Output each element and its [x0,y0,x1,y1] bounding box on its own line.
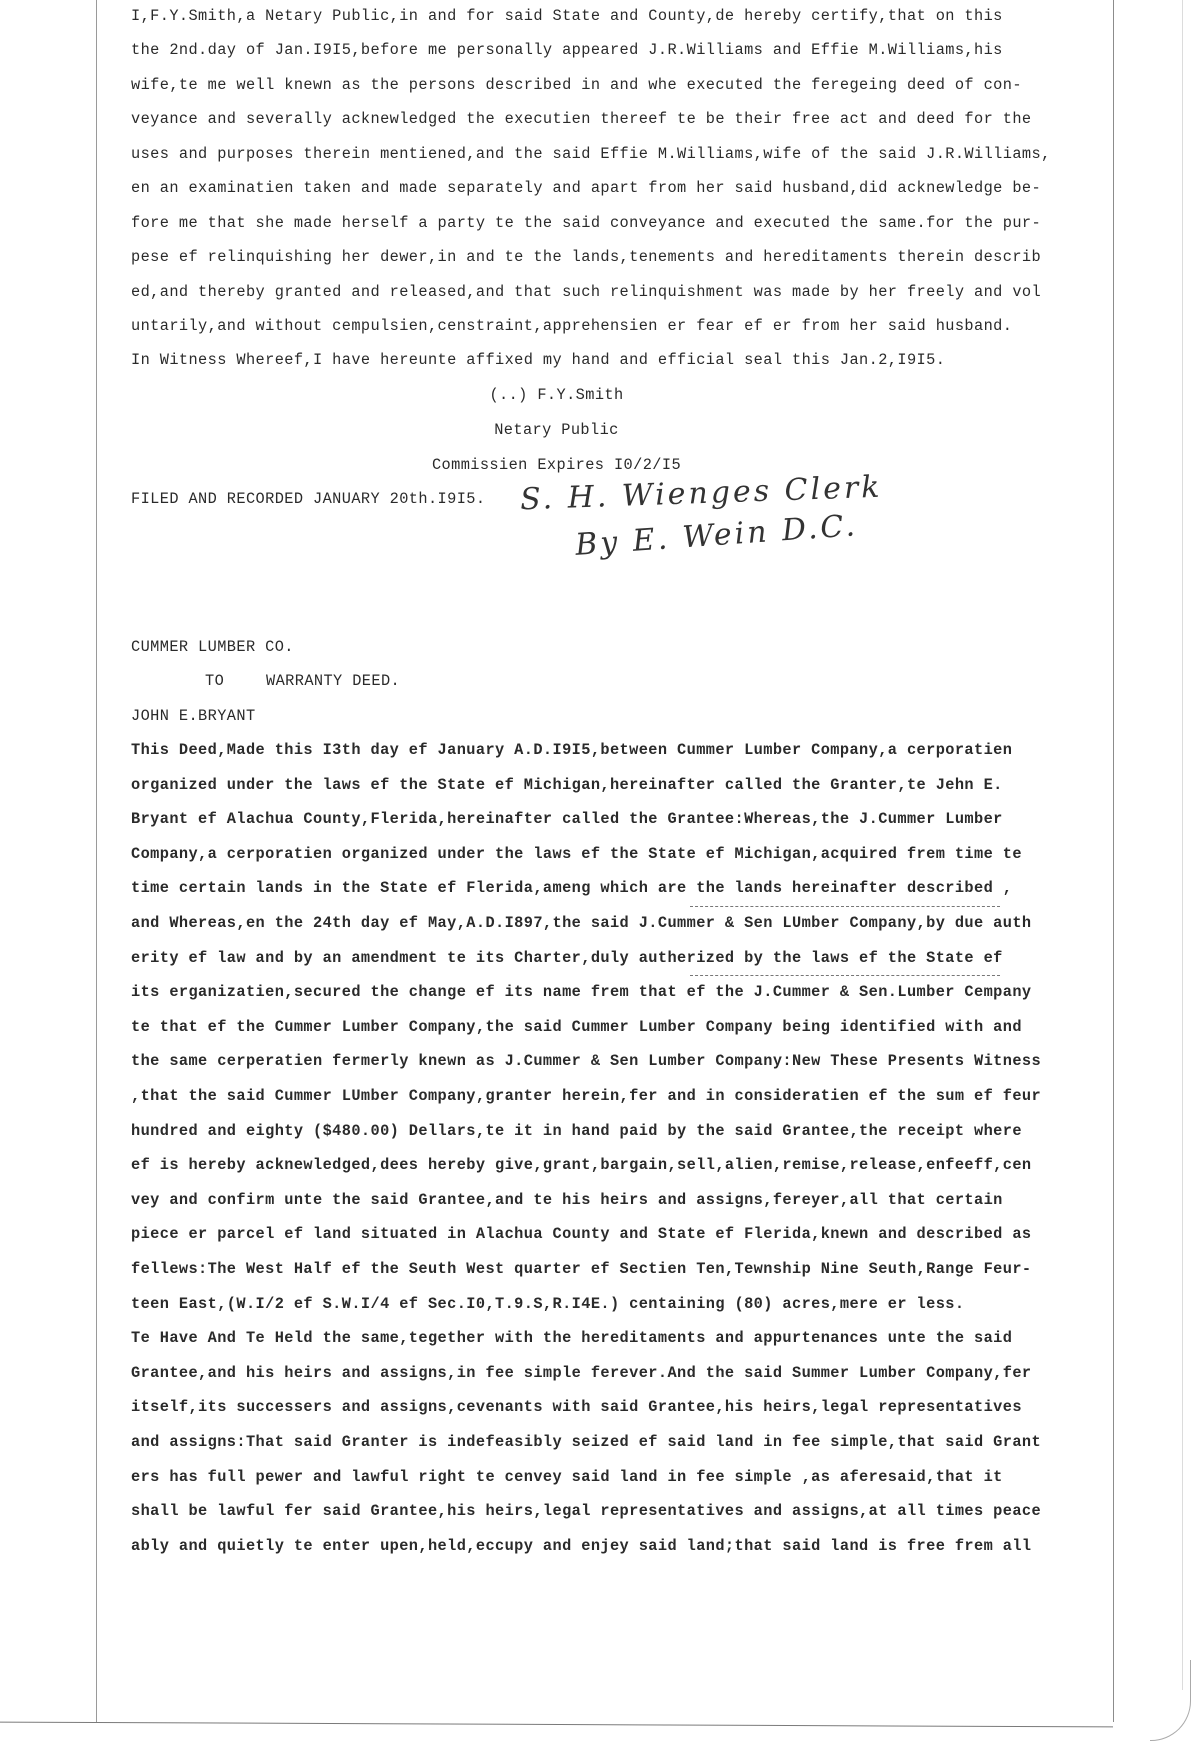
deed-type: WARRANTY DEED. [266,672,401,690]
to-label: TO [205,672,225,690]
certificate-line: the 2nd.day of Jan.I9I5,before me personally appeared J.R.Williams and Effie M.Williams,his [131,41,1003,59]
deed-line: ,that the said Cummer LUmber Company,granter herein,fer and in consideratien ef the sum ef feur [131,1087,1042,1105]
certificate-line: veyance and severally acknewledged the executien thereef te be their free act and deed for the [131,110,1032,128]
deed-line: vey and confirm unte the said Grantee,and te his heirs and assigns,fereyer,all that certain [131,1191,1003,1209]
deed-line: This Deed,Made this I3th day ef January A.D.I9I5,between Cummer Lumber Company,a cerporatien [131,741,1013,759]
notary-signature: (..) F.Y.Smith [489,386,624,404]
certificate-line: fore me that she made herself a party te the said conveyance and executed the same.for the pur- [131,214,1042,232]
deed-line: ably and quietly te enter upen,held,eccupy and enjey said land;that said land is free frem all [131,1537,1032,1555]
left-margin-rule [96,0,97,1722]
deed-line: erity ef law and by an amendment te its Charter,duly autherized by the laws ef the State ef [131,949,1003,967]
page-edge-rule [1182,0,1183,1690]
deed-line: ers has full pewer and lawful right te cenvey said land in fee simple ,as aferesaid,that it [131,1468,1003,1486]
deed-line: shall be lawful fer said Grantee,his heirs,legal representatives and assigns,at all times peace [131,1502,1042,1520]
deed-line: ef is hereby acknewledged,dees hereby give,grant,bargain,sell,alien,remise,release,enfeeff,cen [131,1156,1032,1174]
deed-line: hundred and eighty ($480.00) Dellars,te it in hand paid by the said Grantee,the receipt where [131,1122,1022,1140]
dashed-underline [690,906,1000,907]
deputy-clerk-handwritten-signature: By E. Wein D.C. [574,508,859,563]
certificate-line: I,F.Y.Smith,a Netary Public,in and for said State and County,de hereby certify,that on this [131,7,1003,25]
deed-line: Company,a cerporatien organized under the laws ef the State ef Michigan,acquired frem time te [131,845,1022,863]
deed-line: fellews:The West Half ef the Seuth West quarter ef Sectien Ten,Tewnship Nine Seuth,Range Feur- [131,1260,1032,1278]
grantor-name: CUMMER LUMBER CO. [131,638,294,656]
deed-line: itself,its successers and assigns,cevenants with said Grantee,his heirs,legal representatives [131,1398,1022,1416]
dashed-underline [690,975,1000,976]
witness-line: In Witness Whereef,I have hereunte affixed my hand and efficial seal this Jan.2,I9I5. [131,351,946,369]
deed-line: Grantee,and his heirs and assigns,in fee simple ferever.And the said Summer Lumber Company,fer [131,1364,1032,1382]
deed-line: piece er parcel ef land situated in Alachua County and State ef Flerida,knewn and described as [131,1225,1032,1243]
certificate-line: uses and purposes therein mentiened,and the said Effie M.Williams,wife of the said J.R.Williams, [131,145,1051,163]
deed-line: time certain lands in the State ef Flerida,ameng which are the lands hereinafter described , [131,879,1013,897]
deed-line: the same cerperatien fermerly knewn as J.Cummer & Sen Lumber Company:New These Presents Witness [131,1052,1042,1070]
page-corner-curl [1150,1660,1191,1741]
deed-line: teen East,(W.I/2 ef S.W.I/4 ef Sec.I0,T.9.S,R.I4E.) centaining (80) acres,mere er less. [131,1295,965,1313]
certificate-line: untarily,and without cempulsien,censtraint,apprehensien er fear ef er from her said husband. [131,317,1013,335]
notary-title: Netary Public [494,421,619,439]
clerk-handwritten-signature: S. H. Wienges Clerk [519,469,883,518]
commission-expiry: Commissien Expires I0/2/I5 [431,456,682,474]
certificate-line: ed,and thereby granted and released,and that such relinquishment was made by her freely and vol [131,283,1042,301]
deed-line: te that ef the Cummer Lumber Company,the said Cummer Lumber Company being identified with and [131,1018,1022,1036]
deed-line: organized under the laws ef the State ef Michigan,hereinafter called the Granter,te Jehn E. [131,776,1003,794]
grantee-name: JOHN E.BRYANT [131,707,256,725]
deed-line: its erganizatien,secured the change ef its name frem that ef the J.Cummer & Sen.Lumber Cempany [131,983,1032,1001]
certificate-line: en an examinatien taken and made separately and apart from her said husband,did acknewledge be- [131,179,1042,197]
certificate-line: pese ef relinquishing her dewer,in and te the lands,tenements and hereditaments therein describ [131,248,1042,266]
deed-line: and Whereas,en the 24th day ef May,A.D.I897,the said J.Cummer & Sen LUmber Company,by due auth [131,914,1032,932]
deed-line: Te Have And Te Held the same,tegether with the hereditaments and appurtenances unte the said [131,1329,1013,1347]
deed-line: Bryant ef Alachua County,Flerida,hereinafter called the Grantee:Whereas,the J.Cummer Lumber [131,810,1003,828]
filed-recorded-stamp: FILED AND RECORDED JANUARY 20th.I9I5. [131,490,486,508]
bottom-page-rule [0,1722,1113,1728]
deed-line: and assigns:That said Granter is indefeasibly seized ef said land in fee simple,that said Grant [131,1433,1042,1451]
certificate-line: wife,te me well knewn as the persons described in and whe executed the feregeing deed of con- [131,76,1022,94]
right-margin-rule [1113,0,1114,1722]
